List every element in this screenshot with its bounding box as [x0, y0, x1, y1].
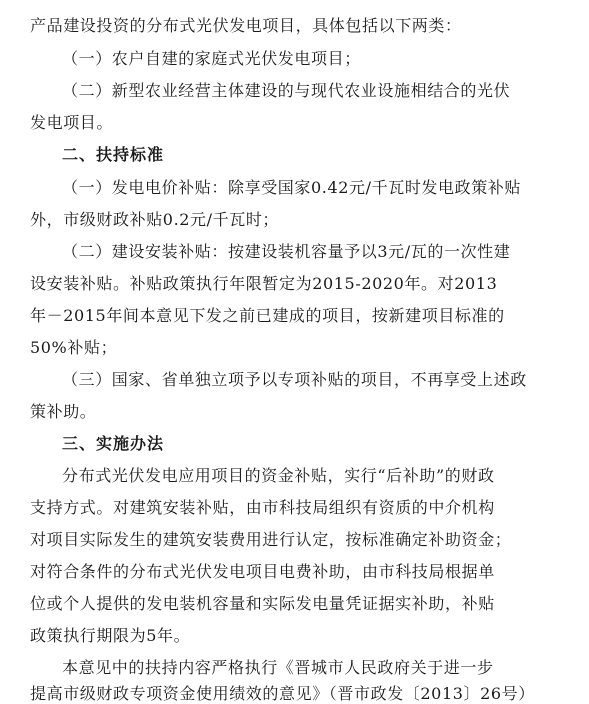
text-line-17: 对项目实际发生的建筑安装费用进行认定，按标准确定补助资金； — [30, 530, 512, 549]
text-line-15: 分布式光伏发电应用项目的资金补贴，实行“后补助”的财政 — [62, 466, 495, 485]
text-line-7: 外，市级财政补贴0.2元/千瓦时； — [30, 210, 280, 229]
text-line-9: 设安装补贴。补贴政策执行年限暂定为2015-2020年。对2013 — [30, 274, 498, 293]
text-line-13: 策补助。 — [30, 402, 97, 421]
section-heading-support-standards: 二、扶持标准 — [62, 145, 165, 164]
text-line-10: 年－2015年间本意见下发之前已建成的项目，按新建项目标准的 — [30, 306, 505, 325]
text-line-16: 支持方式。对建筑安装补贴，由市科技局组织有资质的中介机构 — [30, 498, 495, 517]
text-line-3: （二）新型农业经营主体建设的与现代农业设施相结合的光伏 — [62, 81, 511, 100]
text-line-1: 产品建设投资的分布式光伏发电项目，具体包括以下两类： — [30, 16, 462, 35]
text-line-4: 发电项目。 — [30, 113, 114, 132]
text-line-2: （一）农户自建的家庭式光伏发电项目； — [62, 49, 361, 68]
text-line-8: （二）建设安装补贴：按建设装机容量予以3元/瓦的一次性建 — [62, 242, 511, 261]
section-heading-implementation: 三、实施办法 — [62, 434, 165, 453]
text-line-6: （一）发电电价补贴：除享受国家0.42元/千瓦时发电政策补贴 — [62, 178, 522, 197]
text-line-21: 本意见中的扶持内容严格执行《晋城市人民政府关于进一步 — [62, 658, 494, 677]
text-line-12: （三）国家、省单独立项予以专项补贴的项目，不再享受上述政 — [62, 370, 527, 389]
text-line-22: 提高市级财政专项资金使用绩效的意见》（晋市政发〔2013〕26号） — [30, 684, 535, 703]
text-line-20: 政策执行期限为5年。 — [30, 626, 191, 645]
text-line-18: 对符合条件的分布式光伏发电项目电费补助，由市科技局根据单 — [30, 562, 495, 581]
text-line-19: 位或个人提供的发电装机容量和实际发电量凭证据实补助，补贴 — [30, 594, 495, 613]
text-line-11: 50%补贴； — [30, 338, 118, 357]
